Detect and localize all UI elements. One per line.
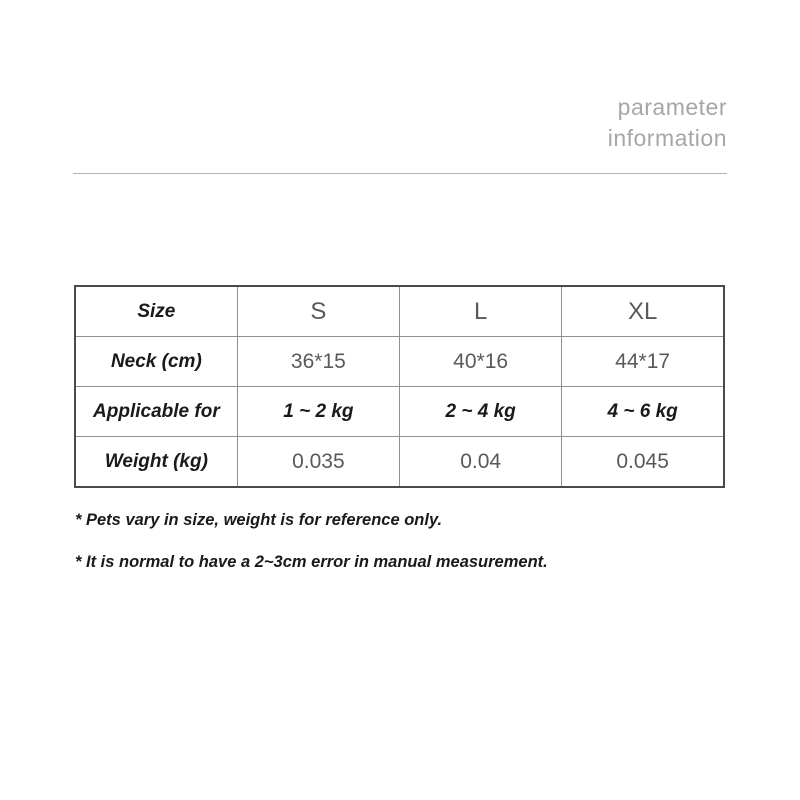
table-header-l: L [400, 286, 562, 337]
page-title-line1: parameter [617, 94, 727, 120]
applicable-value-xl: 4 ~ 6 kg [562, 387, 724, 437]
table-header-size: Size [75, 286, 237, 337]
applicable-value-l: 2 ~ 4 kg [400, 387, 562, 437]
neck-value-xl: 44*17 [562, 337, 724, 387]
table-row-neck [75, 337, 724, 387]
table-row-weight [75, 437, 724, 488]
neck-value-s: 36*15 [237, 337, 399, 387]
footnotes [75, 511, 548, 595]
table-row-applicable [75, 387, 724, 437]
applicable-value-s: 1 ~ 2 kg [237, 387, 399, 437]
table-header-row [75, 286, 724, 337]
weight-value-l: 0.04 [400, 437, 562, 488]
table-header-s: S [237, 286, 399, 337]
neck-value-l: 40*16 [400, 337, 562, 387]
page-title [608, 92, 727, 154]
footnote-measurement-error: * It is normal to have a 2~3cm error in manual measurement. [75, 553, 548, 571]
row-label-neck: Neck (cm) [75, 337, 237, 387]
weight-value-xl: 0.045 [562, 437, 724, 488]
footnote-size-reference: * Pets vary in size, weight is for reference only. [75, 511, 443, 529]
row-label-applicable: Applicable for [75, 387, 237, 437]
row-label-weight: Weight (kg) [75, 437, 237, 488]
divider-rule [73, 173, 727, 174]
weight-value-s: 0.035 [237, 437, 399, 488]
page-title-line2: information [607, 125, 727, 151]
size-parameter-table [74, 285, 725, 488]
table-header-xl: XL [562, 286, 724, 337]
